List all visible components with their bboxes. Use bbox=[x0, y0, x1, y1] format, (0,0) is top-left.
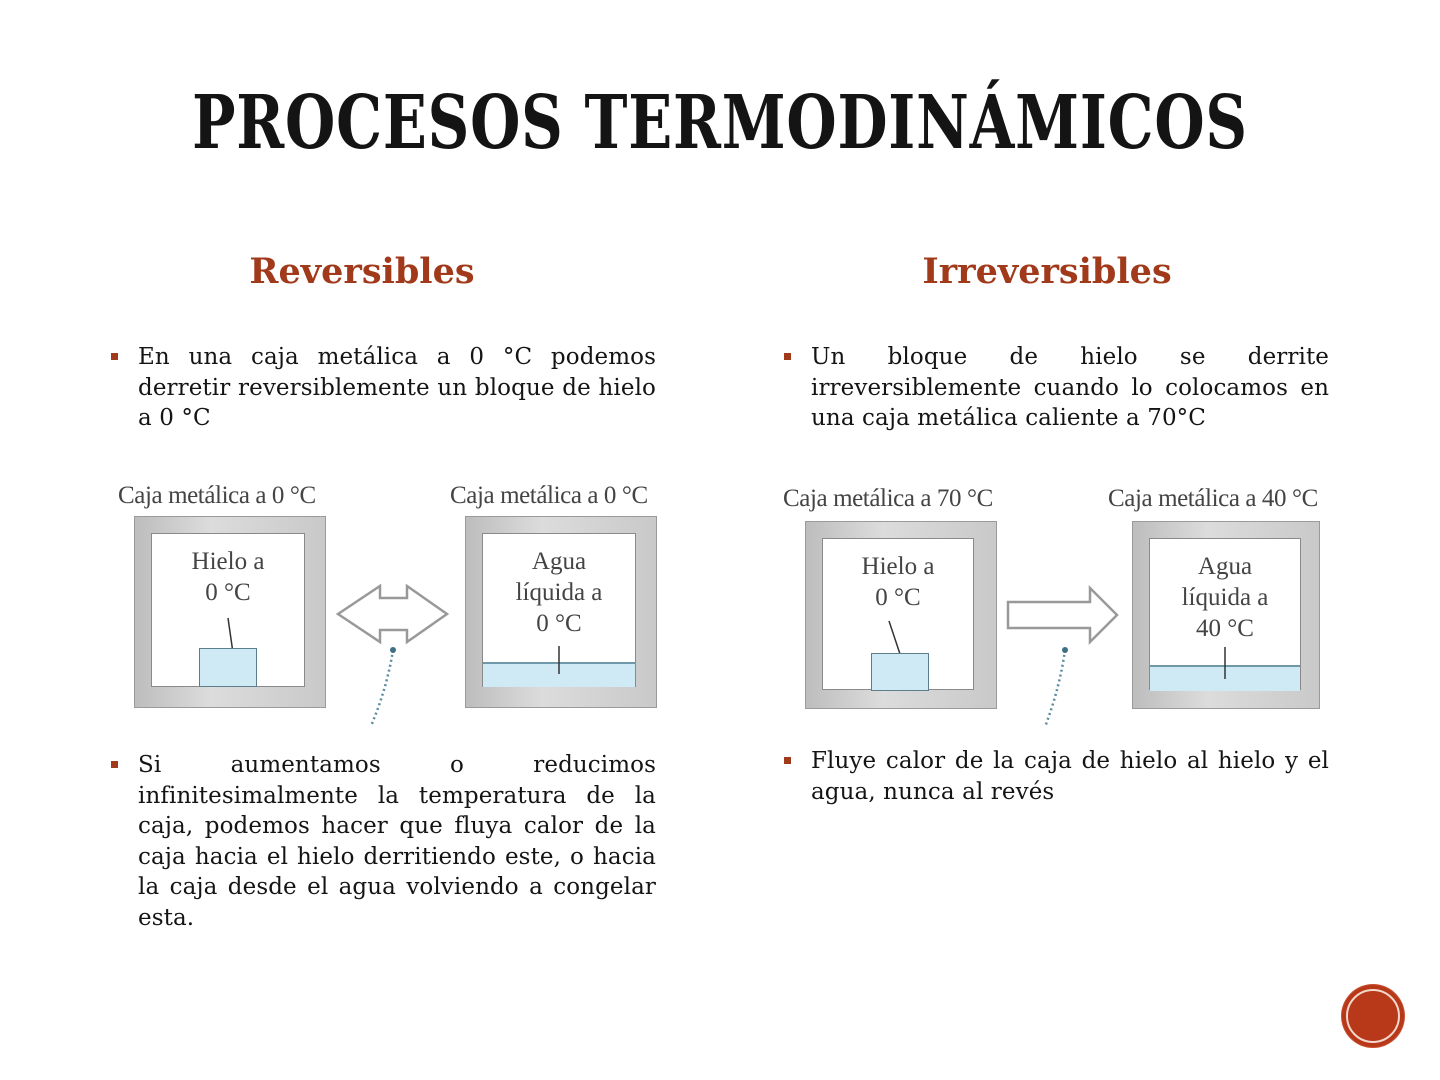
box-label: Caja metálica a 70 °C bbox=[783, 485, 993, 512]
inner-label-line: 0 °C bbox=[536, 610, 582, 637]
ice-block bbox=[199, 648, 257, 687]
box-label: Caja metálica a 0 °C bbox=[450, 482, 648, 509]
box-label: Caja metálica a 40 °C bbox=[1108, 485, 1318, 512]
bullet-irreversible-1 bbox=[811, 342, 1329, 434]
metal-box-water bbox=[1132, 521, 1320, 709]
irreversible-diagram bbox=[780, 482, 1350, 732]
inner-label-line: Agua bbox=[531, 548, 587, 575]
bullet-reversible-1 bbox=[138, 342, 656, 434]
bullet-marker-icon bbox=[111, 353, 118, 360]
bullet-text: Un bloque de hielo se derrite irreversiblemente cuando lo colocamos en una caja metálica caliente a 70°C bbox=[811, 344, 1329, 431]
bullet-marker-icon bbox=[111, 761, 118, 768]
double-arrow-icon bbox=[335, 578, 450, 728]
ice-block bbox=[871, 653, 929, 691]
inner-label-line: 0 °C bbox=[205, 579, 251, 606]
bullet-marker-icon bbox=[784, 353, 791, 360]
bullet-marker-icon bbox=[784, 757, 791, 764]
inner-label-line: líquida a bbox=[515, 579, 603, 606]
inner-label-line: Hielo a bbox=[861, 553, 935, 580]
reversible-diagram bbox=[110, 478, 680, 728]
metal-box-ice bbox=[805, 521, 997, 709]
box-label: Caja metálica a 0 °C bbox=[118, 482, 316, 509]
pointer-line-icon bbox=[483, 534, 635, 686]
next-slide-button[interactable] bbox=[1342, 985, 1404, 1047]
bullet-text: Fluye calor de la caja de hielo al hielo y el agua, nunca al revés bbox=[811, 748, 1329, 805]
inner-label-line: 0 °C bbox=[875, 584, 921, 611]
inner-label-line: Hielo a bbox=[191, 548, 265, 575]
metal-box-ice bbox=[134, 516, 326, 708]
pointer-line-icon bbox=[1150, 539, 1300, 689]
bullet-irreversible-2 bbox=[811, 746, 1329, 807]
heading-reversibles: Reversibles bbox=[249, 251, 475, 292]
bullet-text: En una caja metálica a 0 °C podemos derretir reversiblemente un bloque de hielo a 0 °C bbox=[138, 344, 656, 431]
slide-title: PROCESOS TERMODINÁMICOS bbox=[192, 80, 1248, 166]
bullet-reversible-2 bbox=[138, 750, 656, 933]
inner-label-line: Agua bbox=[1197, 553, 1253, 580]
inner-label-line: líquida a bbox=[1181, 584, 1269, 611]
bullet-text: Si aumentamos o reducimos infinitesimalmente la temperatura de la caja, podemos hacer que fluya calor de la caja hacia el hielo derritiendo este, o hacia la caja desde el agua volviendo a congelar esta. bbox=[138, 752, 656, 931]
heading-irreversibles: Irreversibles bbox=[922, 251, 1172, 292]
inner-label-line: 40 °C bbox=[1196, 615, 1254, 642]
right-arrow-icon bbox=[1005, 582, 1120, 732]
metal-box-water bbox=[465, 516, 657, 708]
